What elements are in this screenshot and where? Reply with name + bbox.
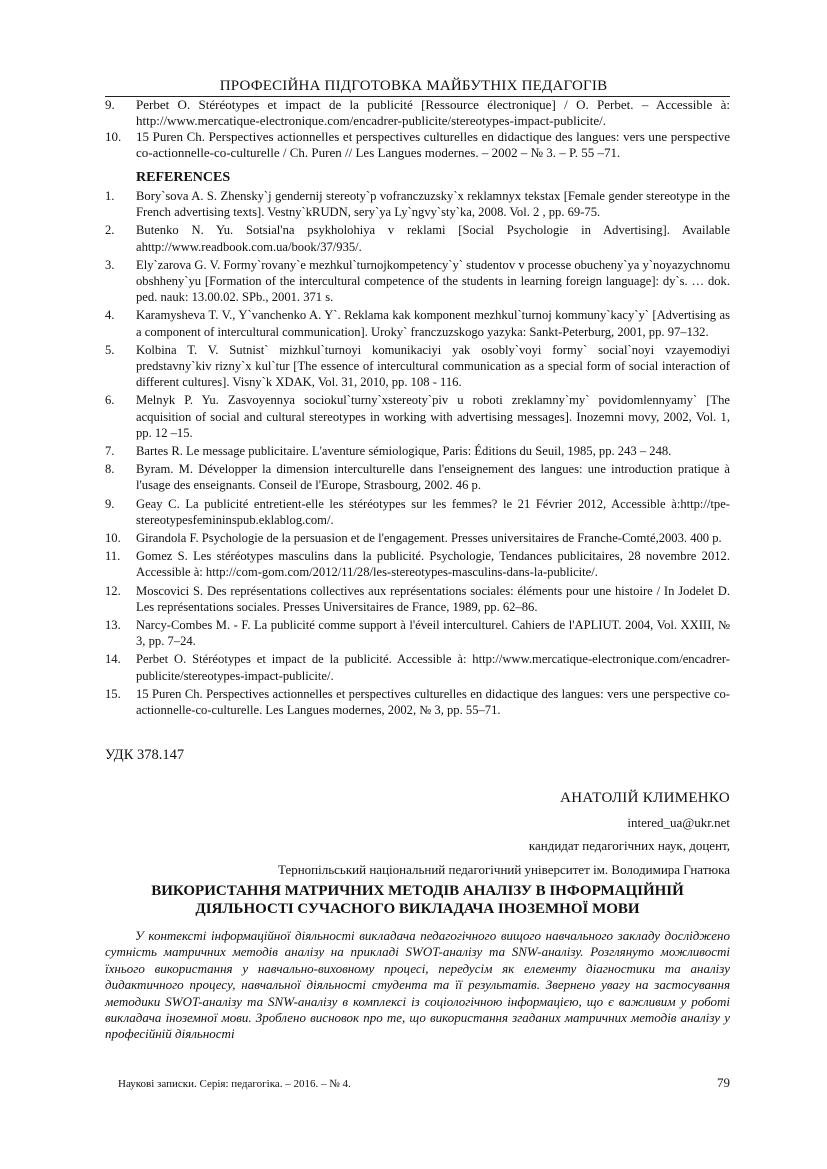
reference-number: 11.	[105, 549, 121, 564]
reference-text: Girandola F. Psychologie de la persuasion et de l'engagement. Presses universitaires de Franche-Comté,2003. 400 p.	[136, 531, 722, 546]
reference-number: 10.	[105, 129, 122, 144]
reference-number: 12.	[105, 583, 121, 598]
reference-text: Bartes R. Le message publicitaire. L'aventure sémiologique, Paris: Éditions du Seuil, 1985, pp. 243 – 248.	[136, 444, 672, 459]
reference-item	[105, 443, 730, 459]
reference-item	[105, 548, 730, 580]
reference-item	[105, 392, 730, 441]
footer-journal: Наукові записки. Серія: педагогіка. – 2016. – № 4.	[118, 1078, 351, 1090]
reference-item	[105, 222, 730, 254]
reference-item	[105, 257, 730, 306]
references-list	[105, 188, 730, 720]
reference-text: Perbet O. Stéréotypes et impact de la publicité [Ressource électronique] / O. Perbet. – Accessible à: http://www.mercatique-electronique.com/encadrer-publicite/stereotypes-impact-publicite/.	[136, 97, 730, 128]
reference-number: 9.	[105, 97, 115, 112]
reference-number: 14.	[105, 652, 121, 667]
reference-number: 2.	[105, 223, 115, 238]
reference-item	[105, 651, 730, 683]
references-heading: REFERENCES	[136, 170, 231, 185]
reference-number: 5.	[105, 342, 115, 357]
abstract: У контексті інформаційної діяльності викладача педагогічного вищого навчального закладу досліджено сутність матричних методів аналізу на прикладі SWOT-аналізу та SNW-аналізу. Розглянуто можливості їхнього використання у навчально-виховному процесі, передусім як елементу діагностики та аналізу дидактичного процесу, навчальної діяльності студента та її результатів. Звернено увагу на застосування методики SWOT-аналізу та SNW-аналізу в комплексі із соціологічною інформацією, що є важливим у роботі викладача іноземної мови. Зроблено висновок про те, що використання згаданих матричних методів аналізу у професійній діяльності	[105, 928, 730, 1042]
reference-item	[105, 307, 730, 339]
article-title: ВИКОРИСТАННЯ МАТРИЧНИХ МЕТОДІВ АНАЛІЗУ В ІНФОРМАЦІЙНІЙ ДІЯЛЬНОСТІ СУЧАСНОГО ВИКЛАДАЧА ІНОЗЕМНОЇ МОВИ	[151, 883, 684, 917]
reference-text: 15 Puren Ch. Perspectives actionnelles et perspectives culturelles en didactique des langues: vers une perspective co-actionnelle-co-culturelle / Ch. Puren // Les Langues modernes. – 2002 – № 3. – P. 55 –71.	[136, 129, 730, 160]
reference-item	[105, 496, 730, 528]
reference-text: Kolbina T. V. Sutnist` mizhkul`turnoyi komunikaciyi yak osobly`voyi formy` social`noyi vzayemodiyi predstavny`kiv rizny`x kul`tur [The essence of intercultural communication as a special form of social interaction of different cultures]. Visny`k XDAK, Vol. 31, 2010, pp. 108 - 116.	[136, 342, 730, 390]
author-email: intered_ua@ukr.net	[627, 815, 730, 830]
reference-item	[105, 686, 730, 718]
reference-number: 4.	[105, 308, 115, 323]
reference-text: Geay C. La publicité entretient-elle les stéréotypes sur les femmes? le 21 Février 2012, Accessible à:http://tpe-stereotypesfemininspub.eklablog.com/.	[136, 496, 730, 527]
reference-text: Butenko N. Yu. Sotsial'na psykholohiya v reklami [Social Psychologie in Advertising]. Available ahttp://www.readbook.com.ua/book/37/935/.	[136, 223, 730, 254]
author-degree: кандидат педагогічних наук, доцент,	[528, 838, 730, 853]
reference-item	[105, 97, 730, 129]
reference-text: Perbet O. Stéréotypes et impact de la publicité. Accessible à: http://www.mercatique-electronique.com/encadrer-publicite/stereotypes-impact-publicite/.	[136, 652, 730, 683]
author-name: АНАТОЛІЙ КЛИМЕНКО	[560, 790, 730, 806]
reference-text: Moscovici S. Des représentations collectives aux représentations sociales: éléments pour une histoire / In Jodelet D. Les représentations sociales. Presses Universitaires de France, 1989, pp. 62–86.	[136, 583, 730, 614]
reference-item	[105, 583, 730, 615]
reference-item	[105, 188, 730, 220]
reference-text: Bory`sova A. S. Zhensky`j gendernij stereoty`p vofranczuzsky`x reklamnyx tekstax [Female gender stereotype in the French advertising texts]. Vestny`kRUDN, sery`ya Ly`ngvy`sty`ka, 2008. Vol. 2 , pp. 69-75.	[136, 189, 730, 220]
reference-number: 6.	[105, 393, 115, 408]
continued-references-list	[105, 97, 730, 161]
reference-number: 1.	[105, 189, 115, 203]
reference-number: 13.	[105, 618, 121, 633]
author-affiliation: Тернопільський національний педагогічний університет ім. Володимира Гнатюка	[278, 862, 730, 877]
reference-number: 15.	[105, 686, 121, 701]
reference-number: 7.	[105, 444, 115, 459]
reference-item	[105, 342, 730, 391]
reference-item	[105, 461, 730, 493]
udk-code: УДК 378.147	[105, 747, 185, 763]
reference-text: Melnyk P. Yu. Zasvoyennya sociokul`turny`xstereoty`piv u roboti zreklamny`my` povidomlennyamy` [The acquisition of social and cultural stereotypes in working with advertising messages]. Inozemni movy, 2002, Vol. 1, pp. 12 –15.	[136, 393, 730, 440]
reference-text: Karamysheva T. V., Y`vanchenko A. Y`. Reklama kak komponent mezhkul`turnoj kommuny`kacy`y` [Advertising as a component of intercultural communication]. Uroky` franczuzskogo yazyka: Sankt-Peterburg, 2001, pp. 97–132.	[136, 308, 730, 339]
reference-text: 15 Puren Ch. Perspectives actionnelles et perspectives culturelles en didactique des langues: vers une perspective co-actionnelle-co-culturelle. Les Langues modernes, 2002, № 3, pp. 55–71.	[136, 686, 730, 718]
reference-text: Gomez S. Les stéréotypes masculins dans la publicité. Psychologie, Tendances publicitaires, 28 novembre 2012. Accessible à: http://com-gom.com/2012/11/28/les-stereotypes-masculins-dans-la-publicite/.	[136, 549, 730, 580]
reference-number: 9.	[105, 496, 115, 511]
page-number: 79	[717, 1075, 730, 1090]
running-head: ПРОФЕСІЙНА ПІДГОТОВКА МАЙБУТНІХ ПЕДАГОГІВ	[219, 78, 608, 94]
reference-number: 3.	[105, 257, 115, 272]
reference-text: Byram. M. Développer la dimension interculturelle dans l'enseignement des langues: une introduction pratique à l'usage des enseignants. Conseil de l'Europe, Strasbourg, 2002. 46 p.	[136, 462, 730, 493]
reference-number: 10.	[105, 531, 121, 546]
reference-item	[105, 530, 730, 546]
reference-item	[105, 617, 730, 649]
reference-text: Narcy-Combes M. - F. La publicité comme support à l'éveil interculturel. Cahiers de l'APLIUT. 2004, Vol. XXIII, № 3, pp. 7–24.	[136, 618, 730, 649]
reference-text: Ely`zarova G. V. Formy`rovany`e mezhkul`turnojkompetency`y` studentov v processe obucheny`ya y`noyazychnomu obshheny`yu [Formation of the intercultural competence of the students in learning foreign language]: dy`s. … dok. ped. nauk: 13.00.02. SPb., 2001. 371 s.	[136, 257, 730, 305]
reference-number: 8.	[105, 462, 115, 477]
reference-item	[105, 129, 730, 161]
